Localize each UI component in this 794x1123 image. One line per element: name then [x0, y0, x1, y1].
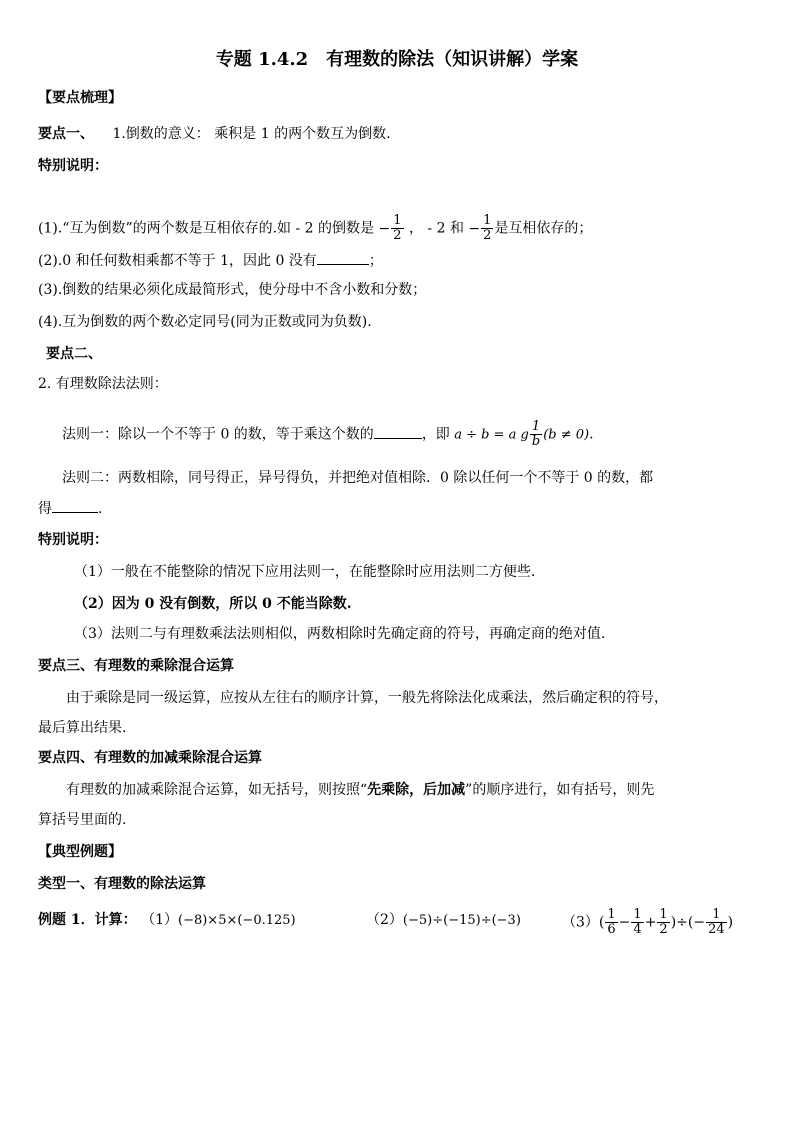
note1-text-a: (1).“互为倒数”的两个数是互相依存的.如 - 2 的倒数是 [38, 220, 375, 237]
fill-blank[interactable] [317, 250, 369, 265]
kp2-rule-title: 2. 有理数除法法则： [38, 376, 168, 392]
special-note-heading-1: 特别说明： [38, 158, 108, 174]
kp1-text: 1.倒数的意义： 乘积是 1 的两个数互为倒数. [112, 126, 391, 142]
fraction-1-2: $\frac{1}{2}$ [659, 907, 668, 937]
fraction-one-half: $\frac{1}{2}$ [393, 213, 402, 243]
example-1-part-3: （3）( $\frac{1}{6}$ − $\frac{1}{4}$ + $\frac{1}{2}$ )÷(− $\frac{1}{24}$ ) [562, 907, 734, 937]
kp3-text-1: 由于乘除是同一级运算，应按从左往右的顺序计算，一般先将除法化成乘法，然后确定积的符号， [66, 690, 668, 706]
rule-2-line-1: 法则二：两数相除，同号得正，异号得负，并把绝对值相除．0 除以任何一个不等于 0 的数，都 [62, 470, 654, 486]
kp2-label: 要点二、 [46, 346, 102, 362]
page-title: 专题 1.4.2 有理数的除法（知识讲解）学案 [215, 49, 579, 70]
key-point-1 [38, 124, 391, 144]
note-2: (2).0 和任何数相乘都不等于 1，因此 0 没有 ； [38, 250, 383, 271]
note1-text-b: ， - 2 和 [408, 220, 464, 237]
special-note-2-item-3: （3）法则二与有理数乘法法则相似，两数相除时先确定商的符号，再确定商的绝对值. [74, 626, 606, 642]
note-4: (4).互为倒数的两个数必定同号(同为正数或同为负数). [38, 314, 372, 330]
example1-part2-expr: (−5)÷(−15)÷(−3) [402, 913, 521, 928]
note-1: (1).“互为倒数”的两个数是互相依存的.如 - 2 的倒数是 − $\frac{1}{2}$ ， - 2 和 − $\frac{1}{2}$ 是互相依存的； [38, 213, 593, 243]
example1-part1-label: （1） [141, 912, 178, 928]
kp4-title: 要点四、有理数的加减乘除混合运算 [38, 750, 262, 766]
fraction-one-half-2: $\frac{1}{2}$ [483, 213, 492, 243]
fraction-one-over-b: $\frac{1}{b}$ [531, 419, 541, 449]
special-note-2-item-1: （1）一般在不能整除的情况下应用法则一，在能整除时应用法则二方便些. [74, 564, 536, 580]
kp3-title: 要点三、有理数的乘除混合运算 [38, 658, 234, 674]
kp4-text-1: 有理数的加减乘除混合运算，如无括号，则按照“先乘除，后加减”的顺序进行，如有括号，则先 [66, 782, 655, 798]
rule-1: 法则一：除以一个不等于 0 的数，等于乘这个数的 ，即 a ÷ b = a g $\frac{1}{b}$ (b ≠ 0). [62, 419, 594, 449]
special-note-heading-2: 特别说明： [38, 532, 108, 548]
type1-title: 类型一、有理数的除法运算 [38, 876, 206, 892]
kp1-label: 要点一、 [38, 126, 94, 142]
special-note-2-item-2: （2）因为 0 没有倒数，所以 0 不能当除数. [74, 596, 352, 612]
fraction-1-6: $\frac{1}{6}$ [607, 907, 616, 937]
kp3-text-2: 最后算出结果. [38, 720, 127, 736]
fraction-1-4: $\frac{1}{4}$ [633, 907, 642, 937]
example1-label: 例题 1．计算： [38, 912, 137, 928]
fill-blank[interactable] [374, 424, 422, 439]
rule-2-line-2: 得 . [38, 498, 102, 519]
example-1-part-2: （2）(−5)÷(−15)÷(−3) [366, 912, 521, 928]
kp4-text-2: 算括号里面的. [38, 812, 127, 828]
example1-part1-expr: (−8)×5×(−0.125) [178, 913, 296, 928]
note-3: (3).倒数的结果必须化成最简形式，使分母中不含小数和分数； [38, 282, 427, 298]
note1-text-c: 是互相依存的； [494, 220, 593, 237]
example-1 [38, 910, 296, 931]
key-points-header: 【要点梳理】 [38, 90, 122, 106]
rule1-formula: a ÷ b = a g [454, 427, 529, 443]
examples-header: 【典型例题】 [38, 844, 122, 860]
fill-blank[interactable] [52, 498, 98, 513]
fraction-1-24: $\frac{1}{24}$ [708, 907, 725, 937]
